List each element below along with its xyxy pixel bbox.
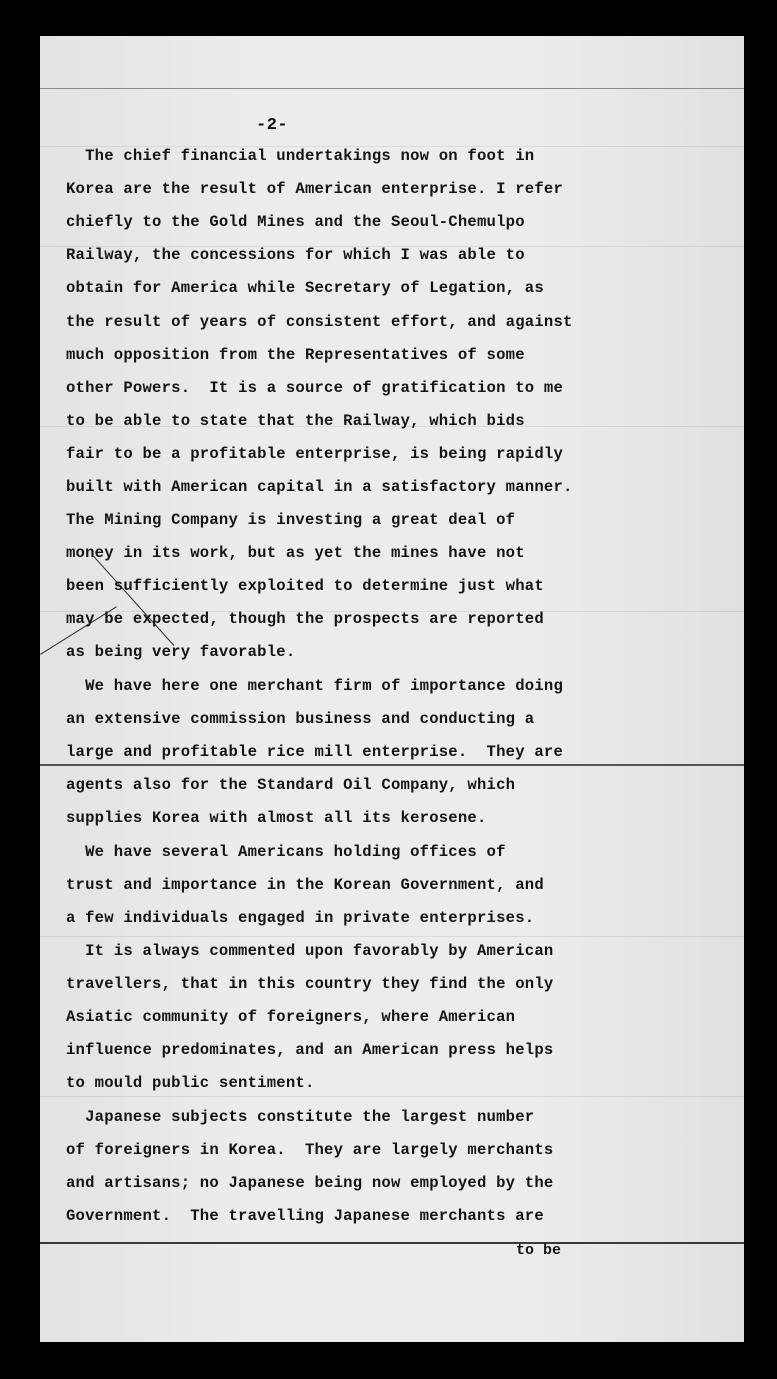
body-line: money in its work, but as yet the mines have not [66,544,525,562]
continuation-catchword: to be [516,1242,562,1259]
body-line: the result of years of consistent effort, and against [66,313,573,331]
body-line: to be able to state that the Railway, which bids [66,412,525,430]
body-line: Asiatic community of foreigners, where American [66,1008,516,1026]
body-line: obtain for America while Secretary of Legation, as [66,279,544,297]
body-line: to mould public sentiment. [66,1074,315,1092]
middle-rule [40,764,744,766]
page-number: -2- [256,116,289,135]
body-line: built with American capital in a satisfactory manner. [66,478,573,496]
body-line: Korea are the result of American enterprise. I refer [66,180,564,198]
body-line: It is always commented upon favorably by American [66,942,554,960]
body-line: fair to be a profitable enterprise, is being rapidly [66,445,564,463]
document-page [40,36,744,1342]
body-line: supplies Korea with almost all its kerosene. [66,809,487,827]
body-line: Japanese subjects constitute the largest number [66,1108,535,1126]
body-line: of foreigners in Korea. They are largely merchants [66,1141,554,1159]
body-line: travellers, that in this country they find the only [66,975,554,993]
body-line: may be expected, though the prospects are reported [66,610,544,628]
body-line: agents also for the Standard Oil Company, which [66,776,516,794]
body-line: an extensive commission business and conducting a [66,710,535,728]
body-line: been sufficiently exploited to determine just what [66,577,544,595]
body-line: We have here one merchant firm of importance doing [66,677,564,695]
body-line: influence predominates, and an American press helps [66,1041,554,1059]
body-line: large and profitable rice mill enterprise. They are [66,743,564,761]
body-line: a few individuals engaged in private enterprises. [66,909,535,927]
body-line: trust and importance in the Korean Government, and [66,876,544,894]
body-line: The Mining Company is investing a great deal of [66,511,516,529]
bottom-rule [40,1242,744,1244]
body-line: Railway, the concessions for which I was able to [66,246,525,264]
body-line: and artisans; no Japanese being now employed by the [66,1174,554,1192]
scan-line [40,1096,744,1097]
scan-line [40,936,744,937]
body-line: chiefly to the Gold Mines and the Seoul-Chemulpo [66,213,525,231]
top-rule [40,88,744,89]
pen-mark [93,556,174,646]
body-line: as being very favorable. [66,643,296,661]
body-line: Government. The travelling Japanese merchants are [66,1207,544,1225]
body-line: We have several Americans holding offices of [66,843,506,861]
body-line: much opposition from the Representatives of some [66,346,525,364]
body-line: The chief financial undertakings now on foot in [66,147,535,165]
body-line: other Powers. It is a source of gratification to me [66,379,564,397]
